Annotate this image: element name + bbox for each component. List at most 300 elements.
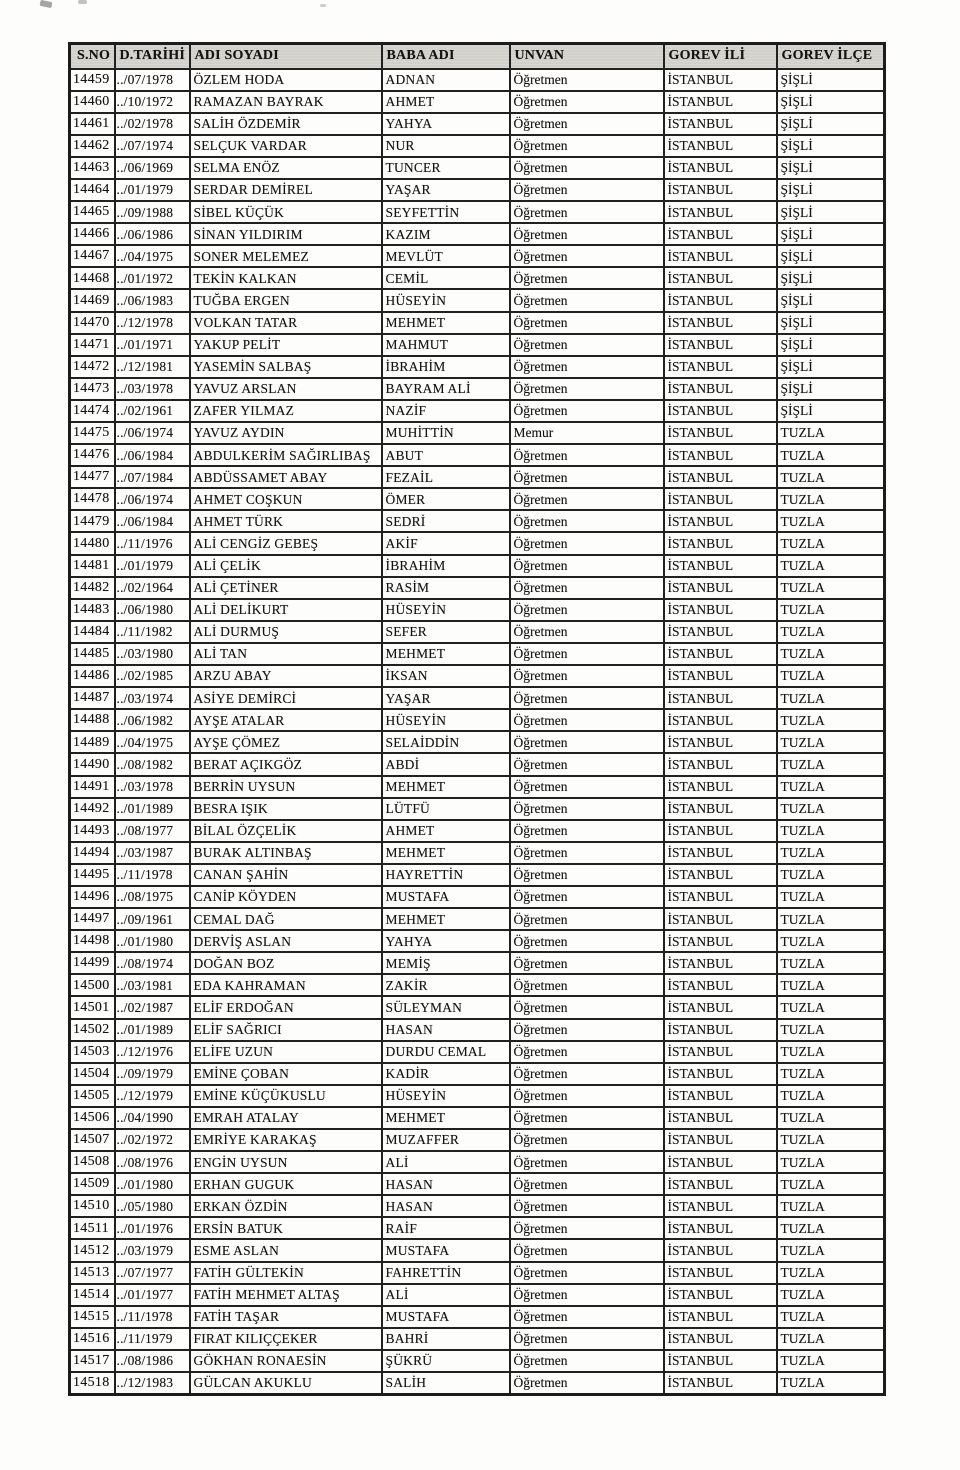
table-cell: ../11/1978: [115, 864, 190, 886]
table-row: [70, 753, 885, 775]
table-row: [70, 776, 885, 798]
table-cell: CANİP KÖYDEN: [190, 886, 382, 908]
table-cell: TUZLA: [777, 599, 885, 621]
table-cell: Öğretmen: [510, 135, 664, 157]
table-cell: ../08/1986: [115, 1350, 190, 1372]
table-cell: 14498: [70, 930, 115, 952]
table-cell: MEHMET: [382, 908, 510, 930]
table-cell: ZAKİR: [382, 974, 510, 996]
table-cell: TUZLA: [777, 974, 885, 996]
table-row: [70, 886, 885, 908]
table-cell: ŞİŞLİ: [777, 356, 885, 378]
table-cell: ../06/1984: [115, 510, 190, 532]
table-row: [70, 69, 885, 91]
table-cell: ENGİN UYSUN: [190, 1151, 382, 1173]
table-cell: İSTANBUL: [664, 643, 777, 665]
table-cell: ../08/1974: [115, 952, 190, 974]
table-body: [70, 69, 885, 1395]
table-row: [70, 422, 885, 444]
table-cell: İSTANBUL: [664, 1019, 777, 1041]
table-cell: Öğretmen: [510, 820, 664, 842]
table-cell: BAYRAM ALİ: [382, 378, 510, 400]
table-cell: ../06/1982: [115, 709, 190, 731]
column-header: GOREV İLÇE: [777, 44, 885, 69]
table-row: [70, 1085, 885, 1107]
table-cell: ŞİŞLİ: [777, 69, 885, 91]
table-cell: 14459: [70, 69, 115, 91]
table-cell: ../11/1976: [115, 532, 190, 554]
table-cell: İSTANBUL: [664, 113, 777, 135]
table-cell: 14465: [70, 201, 115, 223]
table-cell: ASİYE DEMİRCİ: [190, 687, 382, 709]
table-row: [70, 157, 885, 179]
column-header: BABA ADI: [382, 44, 510, 69]
table-cell: SELMA ENÖZ: [190, 157, 382, 179]
table-row: [70, 1239, 885, 1261]
table-cell: ../08/1977: [115, 820, 190, 842]
table-cell: Öğretmen: [510, 245, 664, 267]
table-cell: İSTANBUL: [664, 91, 777, 113]
table-cell: TUZLA: [777, 422, 885, 444]
table-cell: İSTANBUL: [664, 422, 777, 444]
table-row: [70, 356, 885, 378]
table-cell: İSTANBUL: [664, 665, 777, 687]
table-cell: TUZLA: [777, 532, 885, 554]
table-cell: İSTANBUL: [664, 312, 777, 334]
table-cell: 14461: [70, 113, 115, 135]
table-cell: İSTANBUL: [664, 1328, 777, 1350]
table-row: [70, 466, 885, 488]
table-row: [70, 1019, 885, 1041]
table-cell: 14494: [70, 842, 115, 864]
table-cell: TEKİN KALKAN: [190, 267, 382, 289]
table-cell: HÜSEYİN: [382, 709, 510, 731]
table-cell: TUZLA: [777, 1350, 885, 1372]
table-cell: ../07/1984: [115, 466, 190, 488]
table-cell: ERSİN BATUK: [190, 1217, 382, 1239]
table-cell: Öğretmen: [510, 1284, 664, 1306]
table-row: [70, 643, 885, 665]
table-row: [70, 1107, 885, 1129]
table-cell: 14514: [70, 1284, 115, 1306]
table-row: [70, 952, 885, 974]
table-cell: ÖMER: [382, 488, 510, 510]
table-cell: MEHMET: [382, 842, 510, 864]
table-cell: MUZAFFER: [382, 1129, 510, 1151]
table-cell: Öğretmen: [510, 1306, 664, 1328]
table-cell: 14482: [70, 577, 115, 599]
table-cell: ../11/1978: [115, 1306, 190, 1328]
table-cell: 14513: [70, 1262, 115, 1284]
table-cell: SONER MELEMEZ: [190, 245, 382, 267]
table-row: [70, 555, 885, 577]
table-cell: ../09/1961: [115, 908, 190, 930]
table-cell: ../12/1979: [115, 1085, 190, 1107]
table-cell: Öğretmen: [510, 1019, 664, 1041]
table-row: [70, 842, 885, 864]
table-cell: İSTANBUL: [664, 996, 777, 1018]
table-cell: ../09/1979: [115, 1063, 190, 1085]
table-cell: YAVUZ AYDIN: [190, 422, 382, 444]
table-cell: FATİH TAŞAR: [190, 1306, 382, 1328]
table-cell: SİBEL KÜÇÜK: [190, 201, 382, 223]
table-cell: ../06/1969: [115, 157, 190, 179]
table-cell: İSTANBUL: [664, 1239, 777, 1261]
table-cell: ../06/1984: [115, 444, 190, 466]
table-cell: 14471: [70, 334, 115, 356]
table-cell: ../12/1983: [115, 1372, 190, 1394]
table-cell: ../02/1961: [115, 400, 190, 422]
table-cell: TUZLA: [777, 665, 885, 687]
table-cell: ELİF SAĞRICI: [190, 1019, 382, 1041]
table-row: [70, 1284, 885, 1306]
table-cell: 14472: [70, 356, 115, 378]
table-cell: TUZLA: [777, 1173, 885, 1195]
table-cell: TUZLA: [777, 643, 885, 665]
table-cell: ABUT: [382, 444, 510, 466]
table-cell: ../04/1975: [115, 731, 190, 753]
table-cell: İSTANBUL: [664, 466, 777, 488]
table-cell: ../01/1980: [115, 1173, 190, 1195]
table-cell: 14484: [70, 621, 115, 643]
table-cell: ../01/1980: [115, 930, 190, 952]
table-cell: TUZLA: [777, 1372, 885, 1394]
table-cell: Öğretmen: [510, 643, 664, 665]
table-row: [70, 378, 885, 400]
table-cell: SİNAN YILDIRIM: [190, 223, 382, 245]
table-cell: KADİR: [382, 1063, 510, 1085]
table-cell: HASAN: [382, 1019, 510, 1041]
table-cell: ../02/1972: [115, 1129, 190, 1151]
table-row: [70, 488, 885, 510]
table-cell: İSTANBUL: [664, 974, 777, 996]
table-cell: 14483: [70, 599, 115, 621]
table-cell: 14478: [70, 488, 115, 510]
table-cell: İSTANBUL: [664, 886, 777, 908]
table-row: [70, 974, 885, 996]
table-cell: TUZLA: [777, 577, 885, 599]
table-cell: Öğretmen: [510, 1262, 664, 1284]
table-cell: TUZLA: [777, 1019, 885, 1041]
table-cell: SALİH: [382, 1372, 510, 1394]
table-cell: ../11/1979: [115, 1328, 190, 1350]
table-cell: MUHİTTİN: [382, 422, 510, 444]
table-cell: ELİF ERDOĞAN: [190, 996, 382, 1018]
table-cell: İSTANBUL: [664, 776, 777, 798]
table-row: [70, 1372, 885, 1394]
table-cell: İBRAHİM: [382, 356, 510, 378]
table-cell: TUZLA: [777, 842, 885, 864]
personnel-table: [68, 42, 886, 1396]
table-cell: ../05/1980: [115, 1195, 190, 1217]
table-cell: ../07/1977: [115, 1262, 190, 1284]
table-cell: TUĞBA ERGEN: [190, 289, 382, 311]
table-cell: ABDİ: [382, 753, 510, 775]
table-cell: 14479: [70, 510, 115, 532]
table-cell: Öğretmen: [510, 974, 664, 996]
table-row: [70, 599, 885, 621]
table-cell: TUZLA: [777, 510, 885, 532]
table-cell: Öğretmen: [510, 334, 664, 356]
table-cell: 14505: [70, 1085, 115, 1107]
table-cell: ZAFER YILMAZ: [190, 400, 382, 422]
table-cell: TUZLA: [777, 798, 885, 820]
table-cell: 14463: [70, 157, 115, 179]
table-cell: İSTANBUL: [664, 1284, 777, 1306]
table-cell: İBRAHİM: [382, 555, 510, 577]
table-cell: EMRİYE KARAKAŞ: [190, 1129, 382, 1151]
table-cell: Öğretmen: [510, 842, 664, 864]
table-cell: ../07/1978: [115, 69, 190, 91]
table-cell: 14488: [70, 709, 115, 731]
table-row: [70, 731, 885, 753]
table-cell: 14460: [70, 91, 115, 113]
table-cell: Öğretmen: [510, 776, 664, 798]
table-cell: 14511: [70, 1217, 115, 1239]
table-cell: ../12/1981: [115, 356, 190, 378]
table-cell: Öğretmen: [510, 1129, 664, 1151]
table-cell: CEMAL DAĞ: [190, 908, 382, 930]
table-cell: 14487: [70, 687, 115, 709]
table-cell: TUZLA: [777, 820, 885, 842]
table-cell: SEDRİ: [382, 510, 510, 532]
table-cell: Öğretmen: [510, 555, 664, 577]
table-cell: ŞİŞLİ: [777, 334, 885, 356]
table-cell: SELAİDDİN: [382, 731, 510, 753]
table-cell: Memur: [510, 422, 664, 444]
table-cell: İSTANBUL: [664, 135, 777, 157]
table-cell: 14485: [70, 643, 115, 665]
table-cell: MUSTAFA: [382, 1306, 510, 1328]
table-cell: Öğretmen: [510, 577, 664, 599]
table-row: [70, 996, 885, 1018]
table-row: [70, 864, 885, 886]
table-cell: Öğretmen: [510, 1173, 664, 1195]
table-cell: SEFER: [382, 621, 510, 643]
table-cell: HASAN: [382, 1173, 510, 1195]
table-cell: İSTANBUL: [664, 532, 777, 554]
scan-artifact: [40, 0, 53, 8]
table-cell: İSTANBUL: [664, 356, 777, 378]
table-cell: 14503: [70, 1041, 115, 1063]
table-cell: Öğretmen: [510, 400, 664, 422]
table-cell: İSTANBUL: [664, 731, 777, 753]
table-cell: ALİ: [382, 1151, 510, 1173]
table-cell: VOLKAN TATAR: [190, 312, 382, 334]
table-cell: İSTANBUL: [664, 555, 777, 577]
table-cell: Öğretmen: [510, 731, 664, 753]
table-row: [70, 798, 885, 820]
table-cell: 14468: [70, 267, 115, 289]
table-cell: İSTANBUL: [664, 908, 777, 930]
table-row: [70, 289, 885, 311]
table-cell: FIRAT KILIÇÇEKER: [190, 1328, 382, 1350]
table-cell: Öğretmen: [510, 510, 664, 532]
table-row: [70, 908, 885, 930]
table-row: [70, 1195, 885, 1217]
table-cell: BURAK ALTINBAŞ: [190, 842, 382, 864]
table-row: [70, 687, 885, 709]
table-cell: ESME ASLAN: [190, 1239, 382, 1261]
table-cell: RAİF: [382, 1217, 510, 1239]
table-cell: ŞİŞLİ: [777, 378, 885, 400]
table-cell: ŞİŞLİ: [777, 201, 885, 223]
table-row: [70, 1328, 885, 1350]
table-cell: ../04/1990: [115, 1107, 190, 1129]
table-cell: ../06/1983: [115, 289, 190, 311]
table-cell: İSTANBUL: [664, 1217, 777, 1239]
table-row: [70, 709, 885, 731]
table-cell: TUZLA: [777, 1262, 885, 1284]
table-cell: ../01/1979: [115, 179, 190, 201]
table-cell: 14469: [70, 289, 115, 311]
table-cell: İSTANBUL: [664, 1085, 777, 1107]
table-cell: TUZLA: [777, 466, 885, 488]
table-cell: 14510: [70, 1195, 115, 1217]
table-cell: TUZLA: [777, 1217, 885, 1239]
table-cell: TUZLA: [777, 952, 885, 974]
table-cell: ŞİŞLİ: [777, 245, 885, 267]
table-cell: YAŞAR: [382, 179, 510, 201]
table-row: [70, 1151, 885, 1173]
table-cell: Öğretmen: [510, 908, 664, 930]
table-cell: 14493: [70, 820, 115, 842]
table-cell: TUZLA: [777, 886, 885, 908]
table-row: [70, 577, 885, 599]
table-cell: 14504: [70, 1063, 115, 1085]
table-cell: MUSTAFA: [382, 1239, 510, 1261]
column-header: S.NO: [70, 44, 115, 69]
table-cell: 14501: [70, 996, 115, 1018]
table-row: [70, 1041, 885, 1063]
table-row: [70, 334, 885, 356]
table-cell: TUZLA: [777, 1063, 885, 1085]
table-cell: EMİNE KÜÇÜKUSLU: [190, 1085, 382, 1107]
table-cell: ŞİŞLİ: [777, 267, 885, 289]
table-cell: TUZLA: [777, 687, 885, 709]
table-cell: TUZLA: [777, 1195, 885, 1217]
table-row: [70, 1217, 885, 1239]
table-cell: TUZLA: [777, 709, 885, 731]
table-cell: ELİFE UZUN: [190, 1041, 382, 1063]
table-cell: İSTANBUL: [664, 289, 777, 311]
table-cell: 14512: [70, 1239, 115, 1261]
table-cell: ERKAN ÖZDİN: [190, 1195, 382, 1217]
table-cell: Öğretmen: [510, 1328, 664, 1350]
table-cell: AKİF: [382, 532, 510, 554]
table-cell: ../02/1978: [115, 113, 190, 135]
table-cell: İSTANBUL: [664, 1195, 777, 1217]
table-cell: İSTANBUL: [664, 753, 777, 775]
table-cell: 14497: [70, 908, 115, 930]
table-cell: ALİ ÇETİNER: [190, 577, 382, 599]
table-cell: 14518: [70, 1372, 115, 1394]
table-cell: 14496: [70, 886, 115, 908]
table-cell: ŞİŞLİ: [777, 157, 885, 179]
table-row: [70, 930, 885, 952]
table-row: [70, 91, 885, 113]
table-cell: AYŞE ÇÖMEZ: [190, 731, 382, 753]
table-cell: ALİ TAN: [190, 643, 382, 665]
table-row: [70, 820, 885, 842]
table-cell: FATİH MEHMET ALTAŞ: [190, 1284, 382, 1306]
table-cell: Öğretmen: [510, 1195, 664, 1217]
table-row: [70, 1173, 885, 1195]
table-cell: YAVUZ ARSLAN: [190, 378, 382, 400]
table-cell: İSTANBUL: [664, 621, 777, 643]
table-cell: BİLAL ÖZÇELİK: [190, 820, 382, 842]
table-cell: Öğretmen: [510, 356, 664, 378]
table-cell: TUZLA: [777, 1107, 885, 1129]
table-cell: TUNCER: [382, 157, 510, 179]
table-cell: SEYFETTİN: [382, 201, 510, 223]
table-cell: ABDULKERİM SAĞIRLIBAŞ: [190, 444, 382, 466]
table-cell: 14508: [70, 1151, 115, 1173]
table-cell: ALİ CENGİZ GEBEŞ: [190, 532, 382, 554]
table-cell: İSTANBUL: [664, 378, 777, 400]
table-cell: ../01/1971: [115, 334, 190, 356]
table-cell: 14474: [70, 400, 115, 422]
table-cell: KAZIM: [382, 223, 510, 245]
table-cell: Öğretmen: [510, 952, 664, 974]
table-cell: RAMAZAN BAYRAK: [190, 91, 382, 113]
table-cell: İSTANBUL: [664, 930, 777, 952]
table-cell: Öğretmen: [510, 1107, 664, 1129]
table-cell: Öğretmen: [510, 1239, 664, 1261]
table-cell: TUZLA: [777, 555, 885, 577]
table-cell: YAKUP PELİT: [190, 334, 382, 356]
table-cell: TUZLA: [777, 1306, 885, 1328]
table-cell: Öğretmen: [510, 930, 664, 952]
table-cell: TUZLA: [777, 1328, 885, 1350]
table-cell: GÖKHAN RONAESİN: [190, 1350, 382, 1372]
table-cell: 14480: [70, 532, 115, 554]
table-cell: TUZLA: [777, 621, 885, 643]
table-row: [70, 621, 885, 643]
table-cell: MEHMET: [382, 643, 510, 665]
table-cell: ../06/1974: [115, 422, 190, 444]
table-row: [70, 267, 885, 289]
table-cell: ŞİŞLİ: [777, 400, 885, 422]
table-cell: Öğretmen: [510, 1063, 664, 1085]
table-cell: ŞİŞLİ: [777, 113, 885, 135]
table-cell: İSTANBUL: [664, 577, 777, 599]
table-cell: ../03/1974: [115, 687, 190, 709]
table-cell: HÜSEYİN: [382, 599, 510, 621]
table-cell: ../06/1986: [115, 223, 190, 245]
table-cell: İSTANBUL: [664, 1350, 777, 1372]
table-cell: TUZLA: [777, 1284, 885, 1306]
table-cell: TUZLA: [777, 488, 885, 510]
table-cell: Öğretmen: [510, 444, 664, 466]
table-cell: Öğretmen: [510, 179, 664, 201]
table-cell: İSTANBUL: [664, 1306, 777, 1328]
table-cell: NAZİF: [382, 400, 510, 422]
table-cell: Öğretmen: [510, 1041, 664, 1063]
table-row: [70, 1063, 885, 1085]
table-cell: RASİM: [382, 577, 510, 599]
table-cell: MEHMET: [382, 312, 510, 334]
table-cell: Öğretmen: [510, 621, 664, 643]
table-row: [70, 1262, 885, 1284]
table-cell: 14486: [70, 665, 115, 687]
table-cell: TUZLA: [777, 444, 885, 466]
table-cell: YAHYA: [382, 930, 510, 952]
table-row: [70, 223, 885, 245]
table-cell: 14492: [70, 798, 115, 820]
table-cell: ../09/1988: [115, 201, 190, 223]
table-cell: 14515: [70, 1306, 115, 1328]
